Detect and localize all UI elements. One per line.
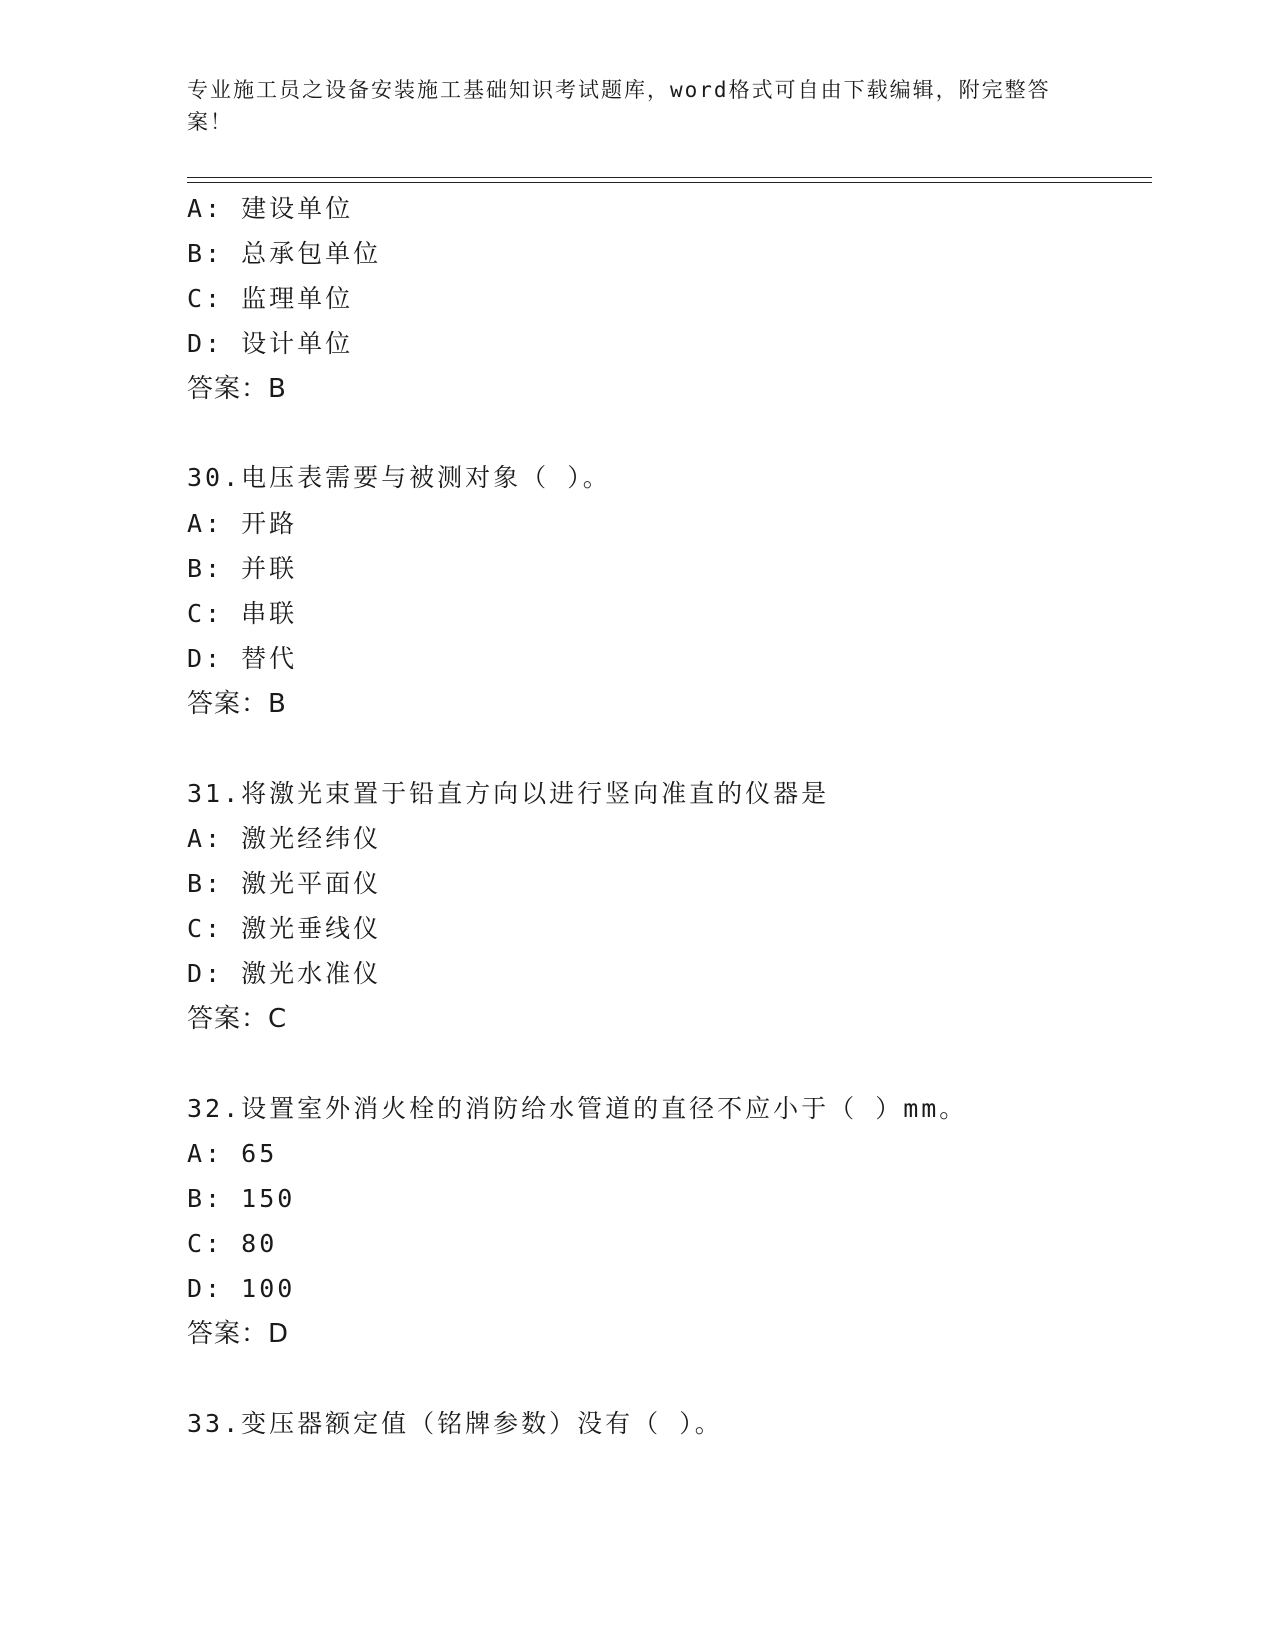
q31-question: 31.将激光束置于铅直方向以进行竖向准直的仪器是 xyxy=(187,779,830,808)
q30-option-a: A: 开路 xyxy=(187,509,298,538)
q31-option-b: B: 激光平面仪 xyxy=(187,869,382,898)
q33-question: 33.变压器额定值（铭牌参数）没有（ ）。 xyxy=(187,1409,723,1438)
q29-option-a: A: 建设单位 xyxy=(187,194,354,223)
q32-answer: 答案：D xyxy=(187,1319,290,1349)
q32-option-b: B: 150 xyxy=(187,1184,296,1213)
q29-option-c: C: 监理单位 xyxy=(187,284,354,313)
q32-question: 32.设置室外消火栓的消防给水管道的直径不应小于（ ）mm。 xyxy=(187,1094,968,1123)
q30-option-d: D: 替代 xyxy=(187,644,298,673)
q31-option-c: C: 激光垂线仪 xyxy=(187,914,382,943)
q29-answer: 答案：B xyxy=(187,374,287,404)
q30-question: 30.电压表需要与被测对象（ ）。 xyxy=(187,463,611,492)
q31-option-a: A: 激光经纬仪 xyxy=(187,824,382,853)
q32-option-c: C: 80 xyxy=(187,1229,278,1258)
q32-option-d: D: 100 xyxy=(187,1274,296,1303)
q29-option-d: D: 设计单位 xyxy=(187,329,354,358)
q32-option-a: A: 65 xyxy=(187,1139,278,1168)
q31-option-d: D: 激光水准仪 xyxy=(187,959,382,988)
q31-answer: 答案：C xyxy=(187,1004,288,1034)
header-rule-top xyxy=(187,177,1152,178)
q30-answer: 答案：B xyxy=(187,689,287,719)
q30-option-c: C: 串联 xyxy=(187,599,298,628)
q30-option-b: B: 并联 xyxy=(187,554,298,583)
document-header: 专业施工员之设备安装施工基础知识考试题库，word格式可自由下载编辑，附完整答案！ xyxy=(187,78,1051,134)
q29-option-b: B: 总承包单位 xyxy=(187,239,382,268)
header-rule-bottom xyxy=(187,182,1152,183)
